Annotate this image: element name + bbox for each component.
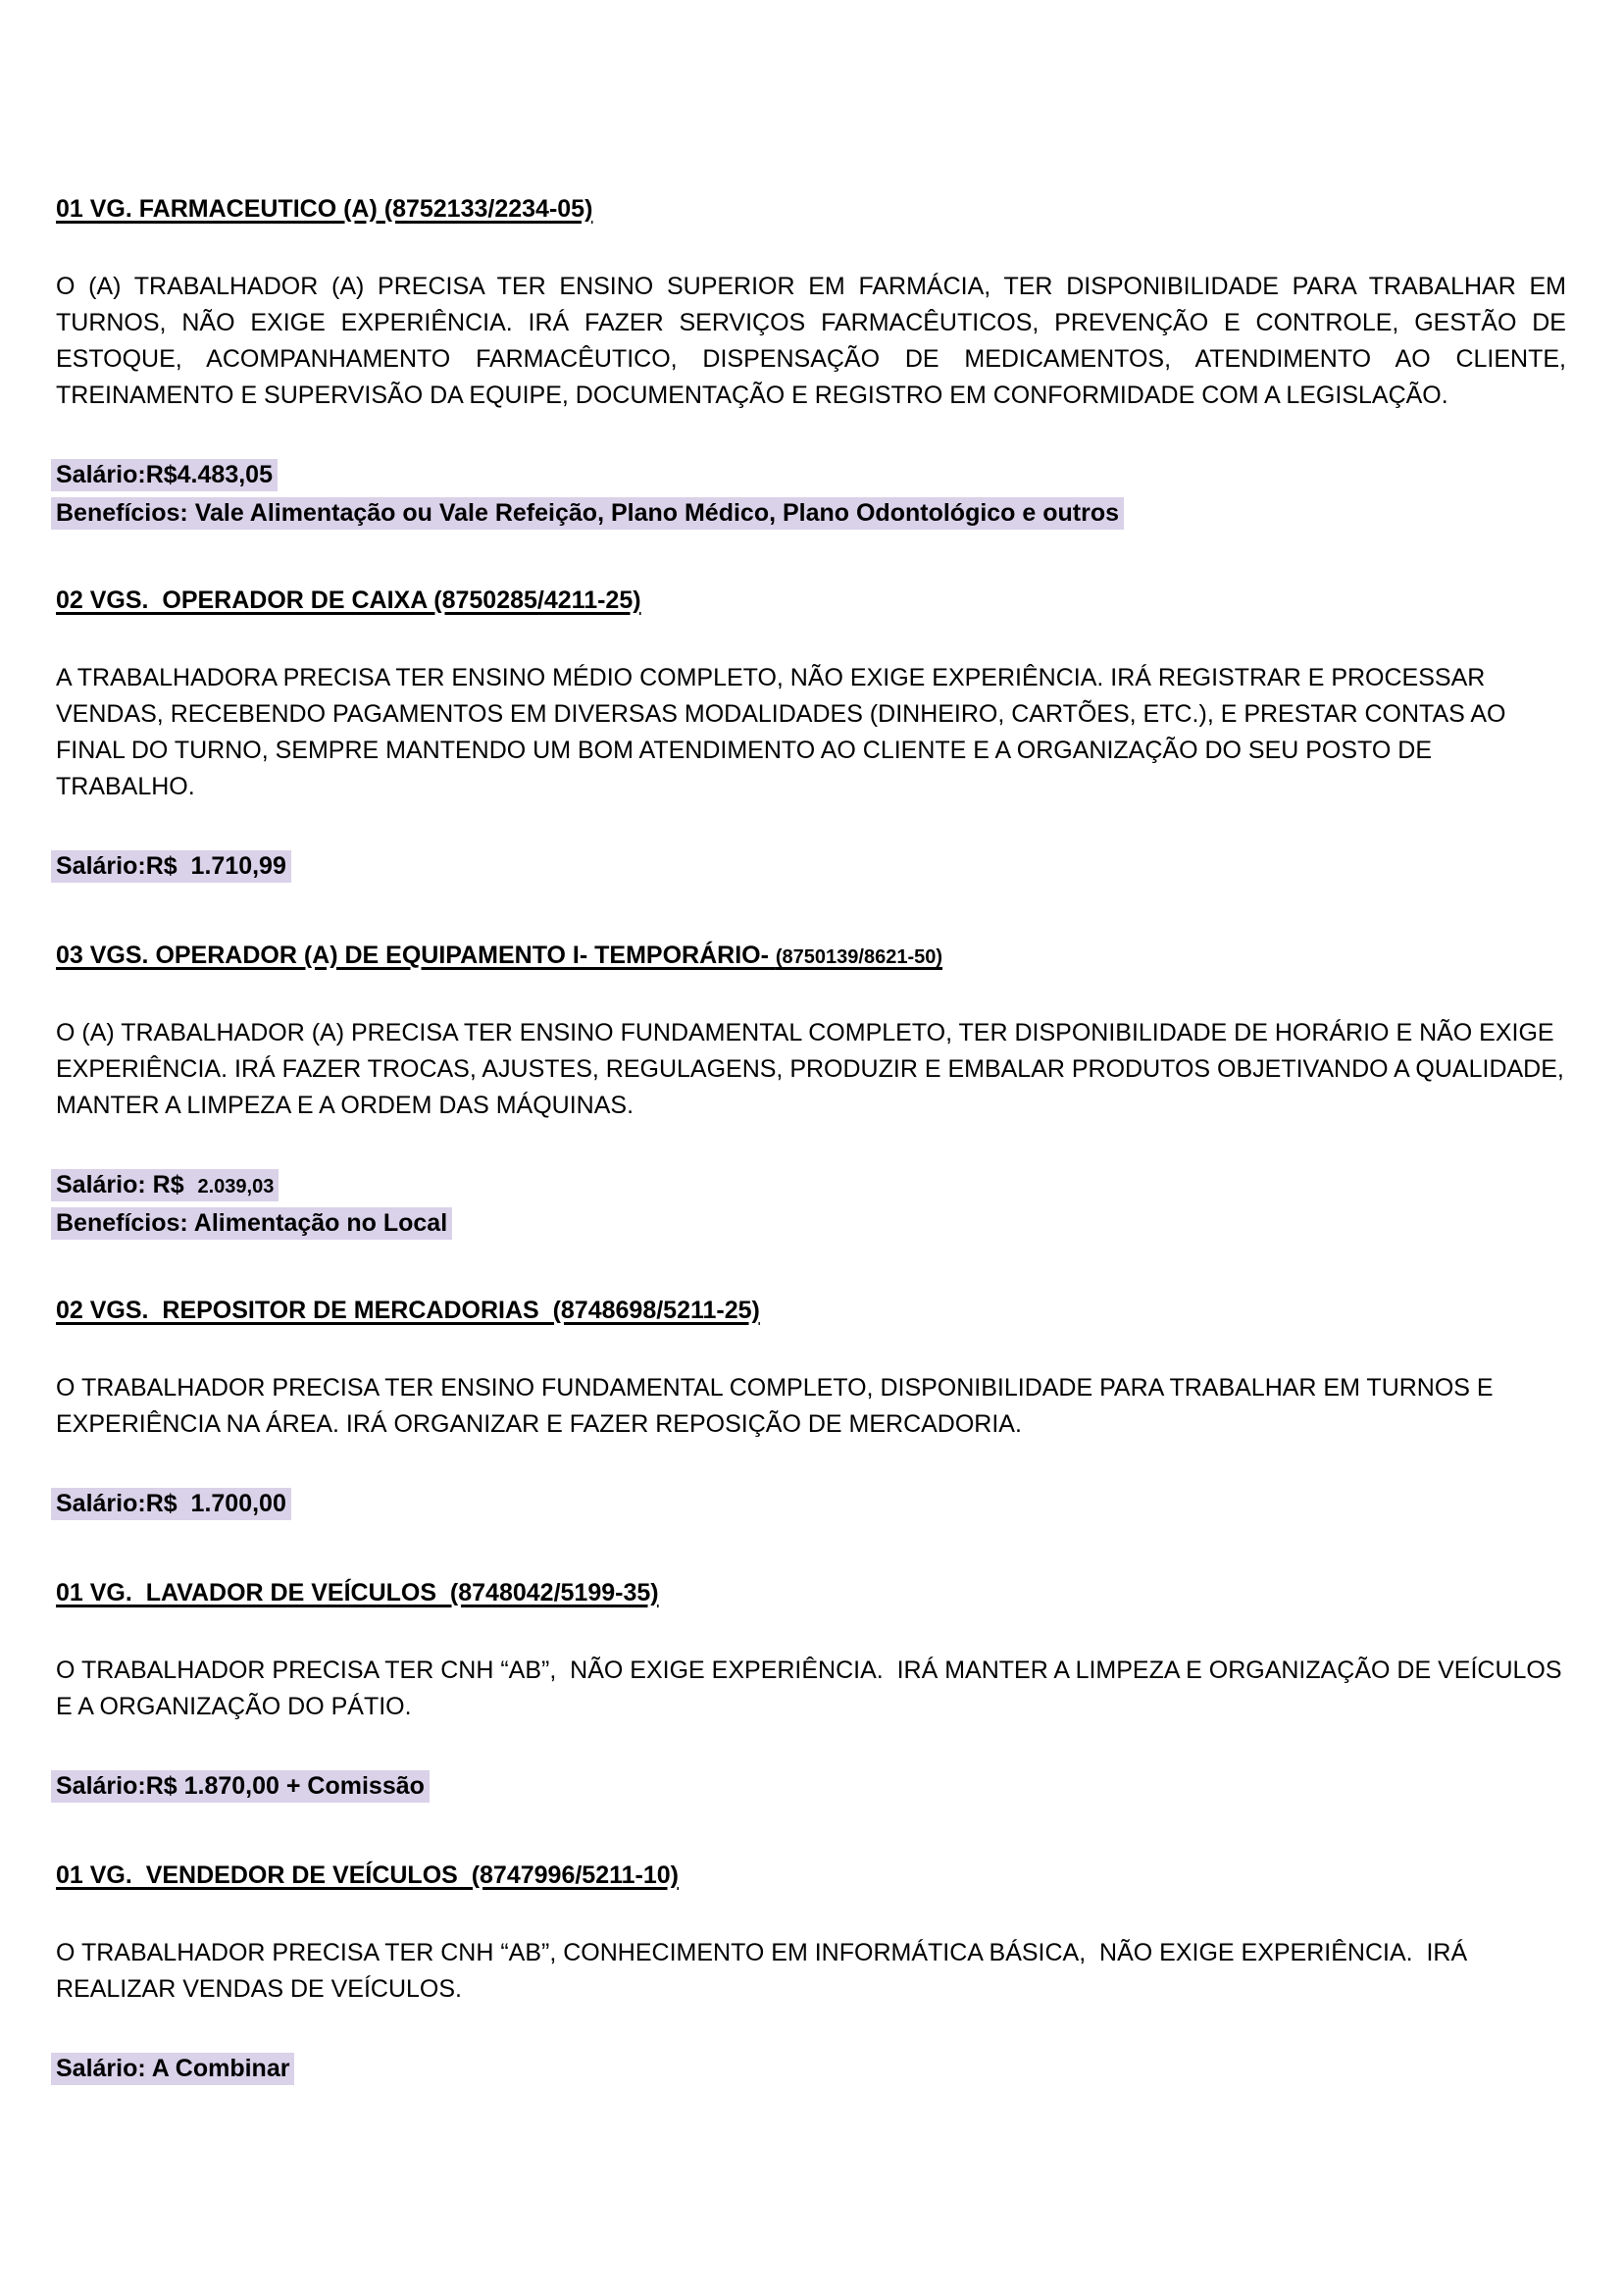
job-title-text: 01 VG. LAVADOR DE VEÍCULOS (8748042/5199-35) — [56, 1579, 659, 1606]
salary-highlight — [51, 1169, 279, 1201]
salary-line — [56, 1768, 1566, 1807]
salary-line — [56, 2051, 1566, 2089]
job-title — [56, 1293, 1566, 1331]
job-title — [56, 1575, 1566, 1613]
salary-text: Salário:R$ 1.710,99 — [56, 852, 286, 880]
salary-highlight — [51, 850, 291, 883]
job-description: A TRABALHADORA PRECISA TER ENSINO MÉDIO COMPLETO, NÃO EXIGE EXPERIÊNCIA. IRÁ REGISTRAR E PROCESSAR VENDAS, RECEBENDO PAGAMENTOS EM DIVERSAS MODALIDADES (DINHEIRO, CARTÕES, ETC.), E PRESTAR CONTAS AO FINAL DO TURNO, SEMPRE MANTENDO UM BOM ATENDIMENTO AO CLIENTE E A ORGANIZAÇÃO DO SEU POSTO DE TRABALHO. — [56, 664, 1513, 800]
salary-text: Salário: A Combinar — [56, 2055, 290, 2082]
salary-amount: 2.039,03 — [197, 1176, 275, 1198]
job-listing — [56, 583, 1566, 887]
job-listing — [56, 1293, 1566, 1524]
job-title-text: 01 VG. FARMACEUTICO (A) (8752133/2234-05) — [56, 195, 593, 223]
salary-line — [56, 848, 1566, 887]
job-title-text: 03 VGS. OPERADOR (A) DE EQUIPAMENTO I- TEMPORÁRIO- — [56, 942, 776, 969]
job-title-text: 01 VG. VENDEDOR DE VEÍCULOS (8747996/5211-10) — [56, 1861, 679, 1889]
salary-text: Salário:R$ 1.700,00 — [56, 1490, 286, 1517]
job-title — [56, 583, 1566, 621]
salary-line — [56, 457, 1566, 495]
job-title-text: 02 VGS. OPERADOR DE CAIXA (8750285/4211-25) — [56, 586, 641, 614]
salary-highlight — [51, 459, 278, 491]
job-title-text: 02 VGS. REPOSITOR DE MERCADORIAS (8748698/5211-25) — [56, 1297, 760, 1324]
salary-line — [56, 1167, 1566, 1205]
salary-text: Salário:R$ 1.870,00 + Comissão — [56, 1772, 425, 1800]
job-description: O (A) TRABALHADOR (A) PRECISA TER ENSINO SUPERIOR EM FARMÁCIA, TER DISPONIBILIDADE PARA TRABALHAR EM TURNOS, NÃO EXIGE EXPERIÊNCIA. IRÁ FAZER SERVIÇOS FARMACÊUTICOS, PREVENÇÃO E CONTROLE, GESTÃO DE ESTOQUE, ACOMPANHAMENTO FARMACÊUTICO, DISPENSAÇÃO DE MEDICAMENTOS, ATENDIMENTO AO CLIENTE, TREINAMENTO E SUPERVISÃO DA EQUIPE, DOCUMENTAÇÃO E REGISTRO EM CONFORMIDADE COM A LEGISLAÇÃO. — [56, 273, 1566, 409]
job-description: O TRABALHADOR PRECISA TER CNH “AB”, NÃO EXIGE EXPERIÊNCIA. IRÁ MANTER A LIMPEZA E ORGANIZAÇÃO DE VEÍCULOS E A ORGANIZAÇÃO DO PÁTIO. — [56, 1657, 1569, 1720]
job-listing — [56, 1858, 1566, 2089]
salary-text: Salário: R$ — [56, 1171, 198, 1198]
benefits-highlight: Benefícios: Vale Alimentação ou Vale Refeição, Plano Médico, Plano Odontológico e outros — [51, 497, 1124, 530]
job-listing — [56, 1575, 1569, 1807]
salary-highlight — [51, 2053, 294, 2085]
salary-line — [56, 1486, 1566, 1524]
salary-highlight — [51, 1488, 291, 1520]
salary-text: Salário:R$4.483,05 — [56, 461, 273, 488]
benefits-line — [56, 1205, 1566, 1242]
benefits-highlight: Benefícios: Alimentação no Local — [51, 1207, 452, 1240]
salary-highlight — [51, 1770, 430, 1803]
job-title-code: (8750139/8621-50) — [775, 946, 943, 968]
job-description: O TRABALHADOR PRECISA TER ENSINO FUNDAMENTAL COMPLETO, DISPONIBILIDADE PARA TRABALHAR EM TURNOS E EXPERIÊNCIA NA ÁREA. IRÁ ORGANIZAR E FAZER REPOSIÇÃO DE MERCADORIA. — [56, 1374, 1500, 1438]
job-listing — [56, 191, 1566, 532]
job-description: O TRABALHADOR PRECISA TER CNH “AB”, CONHECIMENTO EM INFORMÁTICA BÁSICA, NÃO EXIGE EXPERIÊNCIA. IRÁ REALIZAR VENDAS DE VEÍCULOS. — [56, 1939, 1475, 2003]
job-title — [56, 191, 1566, 229]
job-title — [56, 1858, 1566, 1896]
job-description: O (A) TRABALHADOR (A) PRECISA TER ENSINO FUNDAMENTAL COMPLETO, TER DISPONIBILIDADE DE HORÁRIO E NÃO EXIGE EXPERIÊNCIA. IRÁ FAZER TROCAS, AJUSTES, REGULAGENS, PRODUZIR E EMBALAR PRODUTOS OBJETIVANDO A QUALIDADE, MANTER A LIMPEZA E A ORDEM DAS MÁQUINAS. — [56, 1019, 1571, 1119]
benefits-line — [56, 495, 1566, 532]
job-title — [56, 938, 1566, 976]
job-listing — [56, 938, 1571, 1242]
